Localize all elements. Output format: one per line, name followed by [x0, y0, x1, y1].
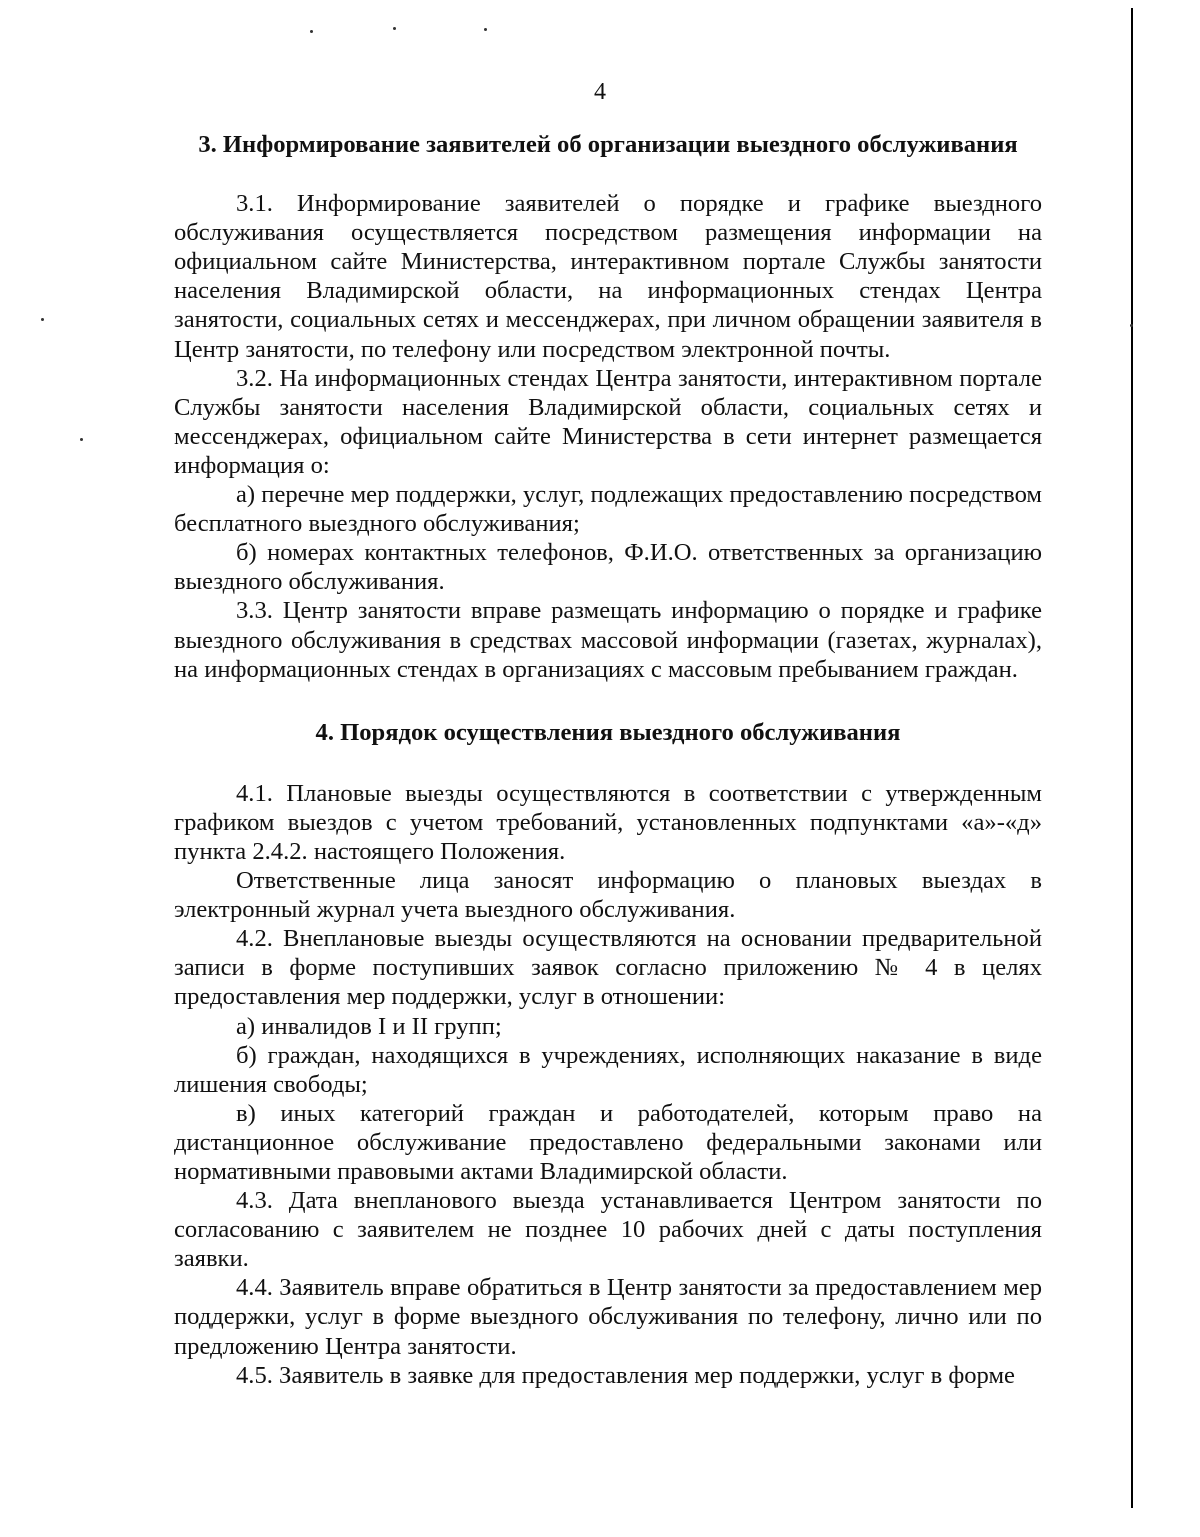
paragraph-4-1-note: Ответственные лица заносят информацию о плановых выездах в электронный журнал учета выездного обслуживания. [174, 867, 1042, 924]
document-body [174, 130, 1042, 1390]
paragraph-3-1: 3.1. Информирование заявителей о порядке и графике выездного обслуживания осуществляется посредством размещения информации на официальном сайте Министерства, интерактивном портале Службы занятости населения Владимирской области, на информационных стендах Центра занятости, социальных сетях и мессенджерах, при личном обращении заявителя в Центр занятости, по телефону или посредством электронной почты. [174, 190, 1042, 363]
paragraph-3-3: 3.3. Центр занятости вправе размещать информацию о порядке и графике выездного обслуживания в средствах массовой информации (газетах, журналах), на информационных стендах в организациях с массовым пребыванием граждан. [174, 597, 1042, 683]
page-number: 4 [594, 79, 606, 105]
paragraph-4-1: 4.1. Плановые выезды осуществляются в соответствии с утвержденным графиком выездов с учетом требований, установленных подпунктами «а»-«д» пункта 2.4.2. настоящего Положения. [174, 779, 1042, 865]
scan-edge-line [1131, 8, 1133, 1508]
section-4-heading: 4. Порядок осуществления выездного обслуживания [315, 718, 901, 746]
scan-speck [393, 27, 396, 30]
list-item-3-2-a: а) перечне мер поддержки, услуг, подлежащих предоставлению посредством бесплатного выездного обслуживания; [174, 481, 1042, 538]
scan-speck [41, 318, 44, 321]
scan-speck [310, 30, 313, 33]
paragraph-4-3: 4.3. Дата внепланового выезда устанавливается Центром занятости по согласованию с заявителем не позднее 10 рабочих дней с даты поступления заявки. [174, 1187, 1042, 1273]
list-item-4-2-a: а) инвалидов I и II групп; [236, 1012, 502, 1040]
paragraph-3-2: 3.2. На информационных стендах Центра занятости, интерактивном портале Службы занятости населения Владимирской области, социальных сетях и мессенджерах, официальном сайте Министерства в сети интернет размещается информация о: [174, 364, 1042, 479]
list-item-3-2-b: б) номерах контактных телефонов, Ф.И.О. ответственных за организацию выездного обслуживания. [174, 539, 1042, 596]
list-item-4-2-b: б) граждан, находящихся в учреждениях, исполняющих наказание в виде лишения свободы; [174, 1041, 1042, 1098]
scan-speck [484, 28, 487, 31]
section-3-heading: 3. Информирование заявителей об организации выездного обслуживания [198, 131, 1018, 158]
paragraph-4-5: 4.5. Заявитель в заявке для предоставления мер поддержки, услуг в форме [236, 1361, 1015, 1389]
paragraph-4-4: 4.4. Заявитель вправе обратиться в Центр занятости за предоставлением мер поддержки, услуг в форме выездного обслуживания по телефону, лично или по предложению Центра занятости. [174, 1274, 1042, 1360]
scan-speck [1130, 324, 1133, 327]
list-item-4-2-c: в) иных категорий граждан и работодателей, которым право на дистанционное обслуживание предоставлено федеральными законами или нормативными правовыми актами Владимирской области. [174, 1099, 1042, 1185]
scan-speck [80, 438, 83, 441]
paragraph-4-2: 4.2. Внеплановые выезды осуществляются на основании предварительной записи в форме поступивших заявок согласно приложению № 4 в целях предоставления мер поддержки, услуг в отношении: [174, 925, 1042, 1011]
